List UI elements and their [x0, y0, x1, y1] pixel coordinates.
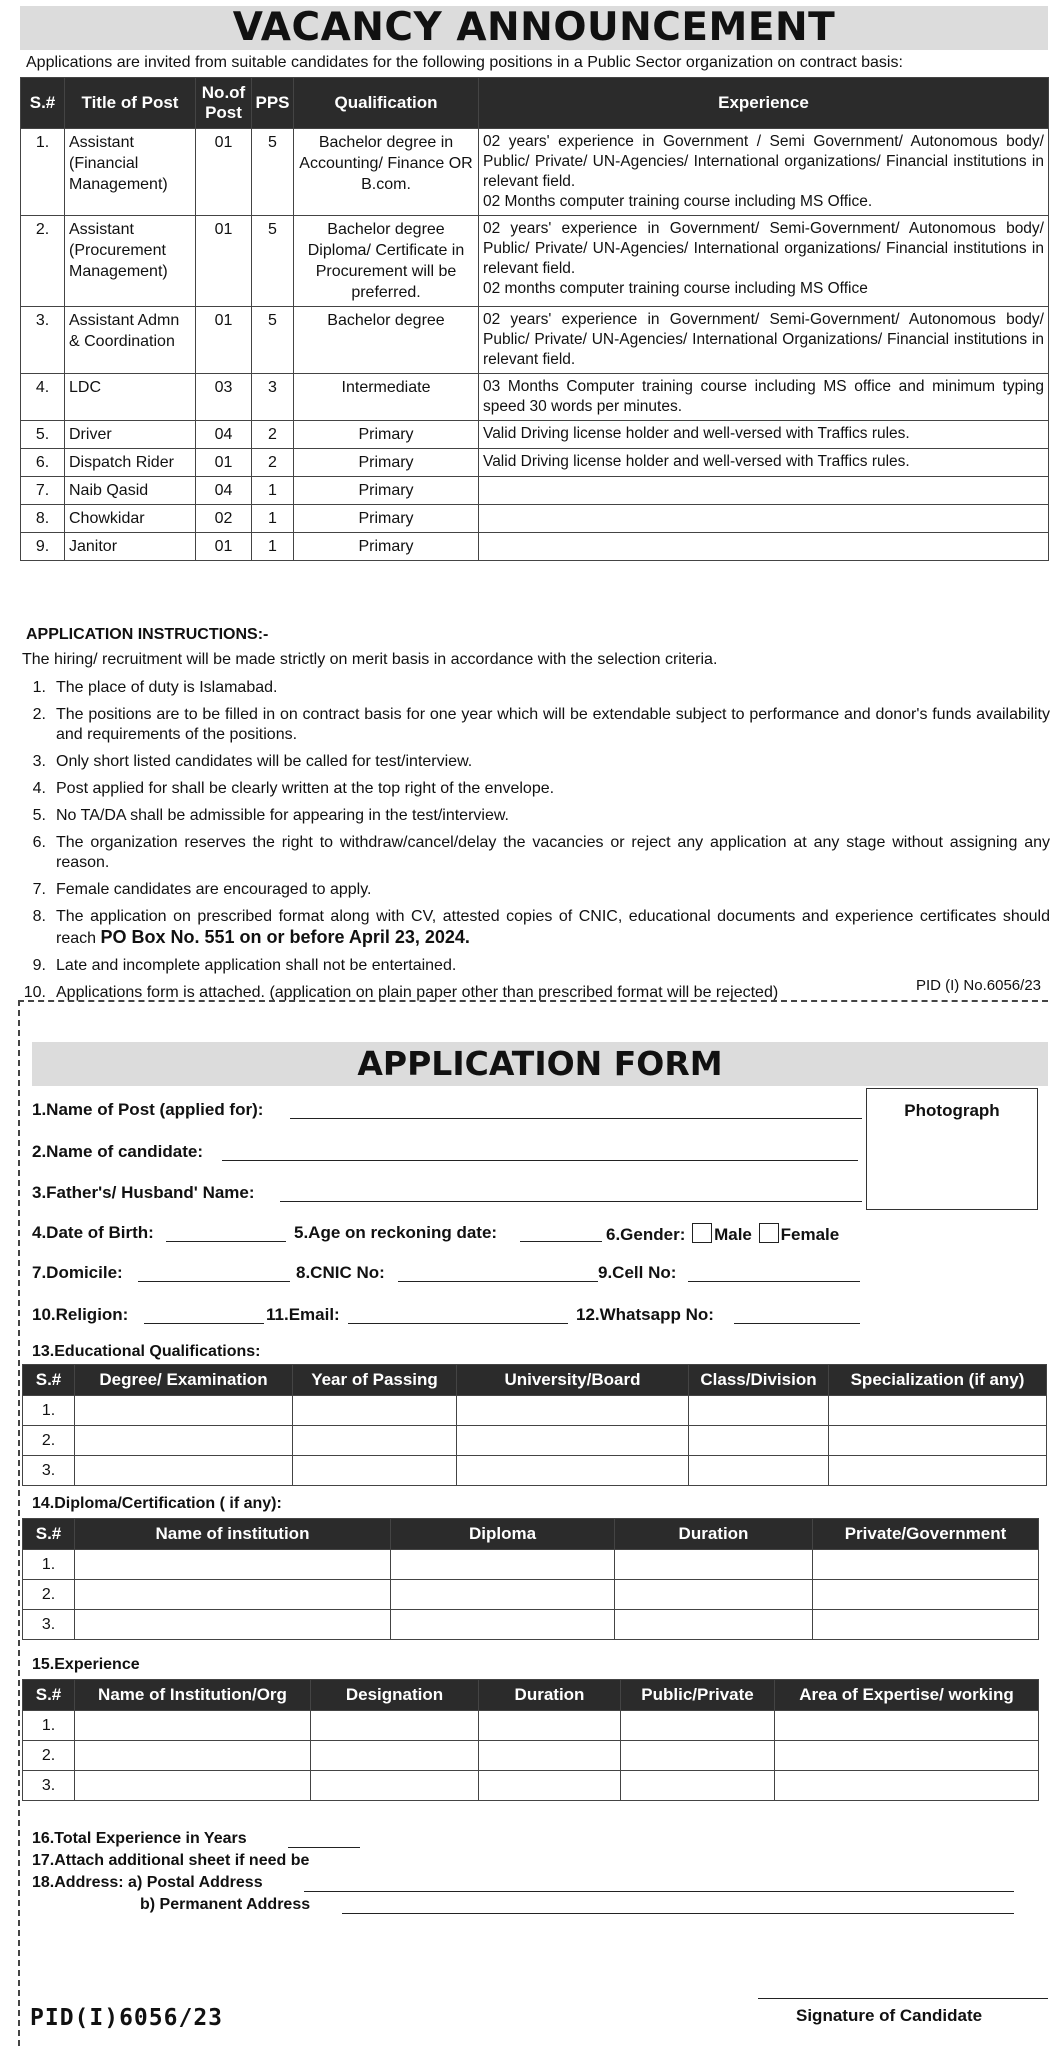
signature-field[interactable]: [758, 1998, 1048, 1999]
education-input-cell[interactable]: [75, 1456, 293, 1486]
experience-input-cell[interactable]: [621, 1741, 775, 1771]
vacancy-row: [21, 449, 1049, 477]
diploma-input-cell[interactable]: [813, 1610, 1039, 1640]
diploma-col-header: Duration: [615, 1519, 813, 1550]
instruction-text: No TA/DA shall be admissible for appearing in the test/interview.: [56, 807, 509, 824]
vacancy-cell-title: Naib Qasid: [65, 477, 196, 505]
diploma-row-number: 1.: [23, 1550, 75, 1580]
diploma-row: [23, 1610, 1039, 1640]
instruction-text: The application on prescribed format along with CV, attested copies of CNIC, educational documents and experience certificates should reach: [56, 908, 1050, 947]
diploma-row: [23, 1550, 1039, 1580]
form-title: APPLICATION FORM: [32, 1042, 1048, 1086]
education-col-header: Degree/ Examination: [75, 1365, 293, 1396]
vacancy-cell-qualification: Primary: [294, 421, 479, 449]
vacancy-cell-title: Dispatch Rider: [65, 449, 196, 477]
education-input-cell[interactable]: [829, 1396, 1047, 1426]
experience-input-cell[interactable]: [621, 1711, 775, 1741]
experience-input-cell[interactable]: [75, 1771, 311, 1801]
vacancy-row: [21, 533, 1049, 561]
education-input-cell[interactable]: [293, 1456, 457, 1486]
education-input-cell[interactable]: [457, 1396, 689, 1426]
age-label: 5.Age on reckoning date:: [294, 1223, 498, 1242]
female-label: Female: [780, 1225, 840, 1244]
experience-row-number: 2.: [23, 1741, 75, 1771]
diploma-input-cell[interactable]: [813, 1580, 1039, 1610]
education-row: [23, 1456, 1047, 1486]
instruction-item: [20, 956, 1050, 976]
post-label: 1.Name of Post (applied for):: [32, 1100, 264, 1119]
diploma-input-cell[interactable]: [75, 1550, 391, 1580]
experience-col-header: Public/Private: [621, 1680, 775, 1711]
age-field[interactable]: [520, 1241, 602, 1242]
religion-label: 10.Religion:: [32, 1305, 129, 1324]
instruction-item: [20, 880, 1050, 900]
vacancy-cell-posts: 03: [196, 374, 252, 421]
education-row-number: 3.: [23, 1456, 75, 1486]
father-field[interactable]: [280, 1201, 862, 1202]
education-row-number: 1.: [23, 1396, 75, 1426]
female-checkbox[interactable]: [759, 1223, 779, 1243]
experience-input-cell[interactable]: [311, 1711, 479, 1741]
instruction-item: [20, 752, 1050, 772]
diploma-input-cell[interactable]: [391, 1580, 615, 1610]
domicile-field[interactable]: [138, 1281, 290, 1282]
religion-field[interactable]: [144, 1323, 264, 1324]
instruction-number: 4.: [32, 780, 46, 797]
instruction-number: 3.: [32, 753, 46, 770]
education-input-cell[interactable]: [829, 1456, 1047, 1486]
permanent-address-field[interactable]: [342, 1913, 1014, 1914]
pid-reference: PID (I) No.6056/23: [915, 977, 1041, 994]
father-label: 3.Father's/ Husband' Name:: [32, 1183, 255, 1202]
diploma-table: [22, 1518, 1039, 1640]
vacancy-cell-pps: 1: [252, 505, 294, 533]
education-col-header: Specialization (if any): [829, 1365, 1047, 1396]
experience-col-header: S.#: [23, 1680, 75, 1711]
vacancy-cell-pps: 5: [252, 129, 294, 216]
permanent-address-label: b) Permanent Address: [140, 1896, 311, 1913]
vacancy-cell-title: LDC: [65, 374, 196, 421]
vacancy-cell-experience: [479, 533, 1049, 561]
dob-field[interactable]: [166, 1241, 286, 1242]
vacancy-cell-sn: 7.: [21, 477, 65, 505]
education-input-cell[interactable]: [457, 1456, 689, 1486]
education-col-header: Class/Division: [689, 1365, 829, 1396]
experience-input-cell[interactable]: [775, 1771, 1039, 1801]
vacancy-cell-posts: 04: [196, 477, 252, 505]
education-input-cell[interactable]: [293, 1396, 457, 1426]
experience-col-header: Designation: [311, 1680, 479, 1711]
vacancy-cell-pps: 1: [252, 533, 294, 561]
total-experience-field[interactable]: [288, 1847, 360, 1848]
vacancy-col-header: S.#: [21, 78, 65, 129]
vacancy-cell-pps: 2: [252, 421, 294, 449]
education-input-cell[interactable]: [689, 1396, 829, 1426]
vacancy-cell-posts: 01: [196, 129, 252, 216]
vacancy-cell-pps: 3: [252, 374, 294, 421]
vacancy-row: [21, 421, 1049, 449]
whatsapp-field[interactable]: [734, 1323, 860, 1324]
vacancy-col-header: Qualification: [294, 78, 479, 129]
vacancy-cell-sn: 9.: [21, 533, 65, 561]
experience-input-cell[interactable]: [479, 1741, 621, 1771]
experience-input-cell[interactable]: [621, 1771, 775, 1801]
vacancy-cell-experience: Valid Driving license holder and well-versed with Traffics rules.: [479, 449, 1049, 477]
vacancy-cell-experience: 02 years' experience in Government/ Semi-Government/ Autonomous body/ Public/ Private/ UN-Agencies/ International Organizations/ Financial institutions in relevant field.: [479, 307, 1049, 374]
vacancy-cell-title: Driver: [65, 421, 196, 449]
experience-input-cell[interactable]: [75, 1711, 311, 1741]
footer-pid: PID(I)6056/23: [30, 2005, 224, 2031]
vacancy-row: [21, 216, 1049, 307]
experience-row: [23, 1771, 1039, 1801]
diploma-row-number: 2.: [23, 1580, 75, 1610]
education-row-number: 2.: [23, 1426, 75, 1456]
vacancy-row: [21, 374, 1049, 421]
diploma-row: [23, 1580, 1039, 1610]
name-label: 2.Name of candidate:: [32, 1142, 203, 1161]
instruction-number: 8.: [32, 908, 46, 925]
vacancy-cell-qualification: Primary: [294, 449, 479, 477]
whatsapp-label: 12.Whatsapp No:: [576, 1305, 714, 1324]
vacancy-row: [21, 477, 1049, 505]
vacancy-col-header: Experience: [479, 78, 1049, 129]
vacancy-cell-qualification: Primary: [294, 477, 479, 505]
vacancy-cell-posts: 01: [196, 216, 252, 307]
instruction-number: 10.: [23, 984, 46, 1001]
male-checkbox[interactable]: [692, 1223, 712, 1243]
diploma-col-header: S.#: [23, 1519, 75, 1550]
experience-col-header: Area of Expertise/ working: [775, 1680, 1039, 1711]
experience-col-header: Duration: [479, 1680, 621, 1711]
vacancy-cell-sn: 4.: [21, 374, 65, 421]
email-label: 11.Email:: [266, 1305, 340, 1324]
instruction-number: 6.: [32, 834, 46, 851]
education-input-cell[interactable]: [689, 1456, 829, 1486]
vacancy-cell-title: Assistant (Procurement Management): [65, 216, 196, 307]
vacancy-cell-posts: 02: [196, 505, 252, 533]
diploma-col-header: Diploma: [391, 1519, 615, 1550]
diploma-input-cell[interactable]: [615, 1580, 813, 1610]
education-col-header: Year of Passing: [293, 1365, 457, 1396]
vacancy-cell-experience: Valid Driving license holder and well-versed with Traffics rules.: [479, 421, 1049, 449]
vacancy-col-header: No.of Post: [196, 78, 252, 129]
vacancy-cell-posts: 01: [196, 307, 252, 374]
experience-row-number: 1.: [23, 1711, 75, 1741]
photograph-box[interactable]: [866, 1088, 1038, 1210]
education-input-cell[interactable]: [689, 1426, 829, 1456]
vacancy-cell-pps: 2: [252, 449, 294, 477]
vacancy-cell-posts: 01: [196, 533, 252, 561]
vacancy-cell-title: Assistant Admn & Coordination: [65, 307, 196, 374]
instruction-item: [20, 806, 1050, 826]
diploma-input-cell[interactable]: [615, 1550, 813, 1580]
vacancy-cell-sn: 1.: [21, 129, 65, 216]
diploma-heading: 14.Diploma/Certification ( if any):: [32, 1495, 282, 1512]
instruction-text: Female candidates are encouraged to apply.: [56, 881, 372, 898]
vacancy-table: [20, 77, 1049, 561]
education-input-cell[interactable]: [75, 1396, 293, 1426]
postal-address-label: 18.Address: a) Postal Address: [32, 1874, 263, 1891]
vacancy-col-header: Title of Post: [65, 78, 196, 129]
education-input-cell[interactable]: [829, 1426, 1047, 1456]
vacancy-cell-qualification: Intermediate: [294, 374, 479, 421]
education-row: [23, 1396, 1047, 1426]
intro-text: Applications are invited from suitable candidates for the following positions in a Public Sector organization on contract basis:: [26, 54, 903, 71]
cnic-field[interactable]: [398, 1281, 598, 1282]
education-heading: 13.Educational Qualifications:: [32, 1343, 261, 1360]
instructions-list: [20, 678, 1050, 1010]
education-table: [22, 1364, 1047, 1486]
gender-label: [606, 1223, 839, 1245]
instruction-number: 7.: [32, 881, 46, 898]
vacancy-cell-title: Assistant (Financial Management): [65, 129, 196, 216]
vacancy-cell-qualification: Bachelor degree in Accounting/ Finance OR B.com.: [294, 129, 479, 216]
vacancy-cell-experience: [479, 477, 1049, 505]
vacancy-cell-qualification: Bachelor degree Diploma/ Certificate in Procurement will be preferred.: [294, 216, 479, 307]
experience-row-number: 3.: [23, 1771, 75, 1801]
education-input-cell[interactable]: [75, 1426, 293, 1456]
vacancy-cell-posts: 01: [196, 449, 252, 477]
vacancy-cell-title: Janitor: [65, 533, 196, 561]
instruction-text: Post applied for shall be clearly written at the top right of the envelope.: [56, 780, 555, 797]
vacancy-cell-sn: 2.: [21, 216, 65, 307]
cell-field[interactable]: [688, 1281, 860, 1282]
vacancy-cell-sn: 6.: [21, 449, 65, 477]
instruction-item: [20, 779, 1050, 799]
instruction-text: Late and incomplete application shall not be entertained.: [56, 957, 457, 974]
instruction-text: The positions are to be filled in on contract basis for one year which will be extendable subject to performance and donor's funds availability and requirements of the positions.: [56, 706, 1050, 743]
diploma-col-header: Private/Government: [813, 1519, 1039, 1550]
vacancy-cell-pps: 1: [252, 477, 294, 505]
education-input-cell[interactable]: [293, 1426, 457, 1456]
experience-input-cell[interactable]: [775, 1741, 1039, 1771]
vacancy-cell-sn: 8.: [21, 505, 65, 533]
vacancy-col-header: PPS: [252, 78, 294, 129]
diploma-col-header: Name of institution: [75, 1519, 391, 1550]
vacancy-cell-pps: 5: [252, 216, 294, 307]
experience-input-cell[interactable]: [311, 1771, 479, 1801]
vacancy-cell-experience: [479, 505, 1049, 533]
instructions-intro: The hiring/ recruitment will be made strictly on merit basis in accordance with the selection criteria.: [22, 651, 718, 668]
attach-note: 17.Attach additional sheet if need be: [32, 1852, 310, 1869]
vacancy-row: [21, 307, 1049, 374]
vacancy-title: VACANCY ANNOUNCEMENT: [20, 6, 1048, 50]
experience-row: [23, 1711, 1039, 1741]
vacancy-cell-posts: 04: [196, 421, 252, 449]
experience-input-cell[interactable]: [479, 1711, 621, 1741]
experience-input-cell[interactable]: [75, 1741, 311, 1771]
photograph-label: Photograph: [904, 1101, 1000, 1120]
education-input-cell[interactable]: [457, 1426, 689, 1456]
male-label: Male: [714, 1225, 752, 1244]
diploma-input-cell[interactable]: [813, 1550, 1039, 1580]
diploma-input-cell[interactable]: [615, 1610, 813, 1640]
instruction-number: 2.: [32, 706, 46, 723]
experience-input-cell[interactable]: [479, 1771, 621, 1801]
experience-heading: 15.Experience: [32, 1656, 140, 1673]
post-field[interactable]: [290, 1118, 862, 1119]
cell-label: 9.Cell No:: [598, 1263, 677, 1282]
education-col-header: S.#: [23, 1365, 75, 1396]
instruction-text: Only short listed candidates will be called for test/interview.: [56, 753, 473, 770]
education-row: [23, 1426, 1047, 1456]
diploma-input-cell[interactable]: [391, 1550, 615, 1580]
signature-label: Signature of Candidate: [796, 2006, 983, 2025]
vacancy-row: [21, 505, 1049, 533]
instruction-item: [20, 678, 1050, 698]
experience-row: [23, 1741, 1039, 1771]
diploma-input-cell[interactable]: [391, 1610, 615, 1640]
vacancy-cell-sn: 3.: [21, 307, 65, 374]
vacancy-cell-experience: 02 years' experience in Government / Semi Government/ Autonomous body/ Public/ Private/ UN-Agencies/ International organizations/ Financial institutions in relevant field. 02 Months computer training course including MS Office.: [479, 129, 1049, 216]
vacancy-cell-qualification: Primary: [294, 505, 479, 533]
instruction-item: [20, 705, 1050, 745]
vacancy-cell-pps: 5: [252, 307, 294, 374]
gender-text: 6.Gender:: [606, 1225, 686, 1244]
total-experience-label: 16.Total Experience in Years: [32, 1830, 247, 1847]
instruction-number: 5.: [32, 807, 46, 824]
dob-label: 4.Date of Birth:: [32, 1223, 154, 1242]
diploma-input-cell[interactable]: [75, 1610, 391, 1640]
experience-table: [22, 1679, 1039, 1801]
instruction-text: The organization reserves the right to withdraw/cancel/delay the vacancies or reject any application at any stage without assigning any reason.: [56, 834, 1050, 871]
vacancy-cell-sn: 5.: [21, 421, 65, 449]
cnic-label: 8.CNIC No:: [296, 1263, 385, 1282]
vacancy-cell-qualification: Bachelor degree: [294, 307, 479, 374]
instruction-deadline: PO Box No. 551 on or before April 23, 2024.: [100, 927, 470, 947]
vacancy-cell-qualification: Primary: [294, 533, 479, 561]
diploma-input-cell[interactable]: [75, 1580, 391, 1610]
education-col-header: University/Board: [457, 1365, 689, 1396]
email-field[interactable]: [348, 1323, 568, 1324]
diploma-row-number: 3.: [23, 1610, 75, 1640]
postal-address-field[interactable]: [304, 1891, 1014, 1892]
name-field[interactable]: [222, 1160, 858, 1161]
vacancy-cell-title: Chowkidar: [65, 505, 196, 533]
instruction-item: [20, 907, 1050, 949]
vacancy-cell-experience: 03 Months Computer training course including MS office and minimum typing speed 30 words per minutes.: [479, 374, 1049, 421]
experience-col-header: Name of Institution/Org: [75, 1680, 311, 1711]
instruction-item: [20, 833, 1050, 873]
domicile-label: 7.Domicile:: [32, 1263, 123, 1282]
experience-input-cell[interactable]: [775, 1711, 1039, 1741]
instruction-text: The place of duty is Islamabad.: [56, 679, 278, 696]
instruction-number: 1.: [32, 679, 46, 696]
vacancy-cell-experience: 02 years' experience in Government/ Semi-Government/ Autonomous body/ Public/ Private/ UN-Agencies/ International organizations/ Financial institutions in relevant field. 02 months computer training course including MS Office: [479, 216, 1049, 307]
vacancy-row: [21, 129, 1049, 216]
instructions-heading: APPLICATION INSTRUCTIONS:-: [26, 626, 269, 643]
instruction-number: 9.: [32, 957, 46, 974]
instruction-text: Applications form is attached. (application on plain paper other than prescribed format will be rejected): [56, 984, 779, 1001]
experience-input-cell[interactable]: [311, 1741, 479, 1771]
